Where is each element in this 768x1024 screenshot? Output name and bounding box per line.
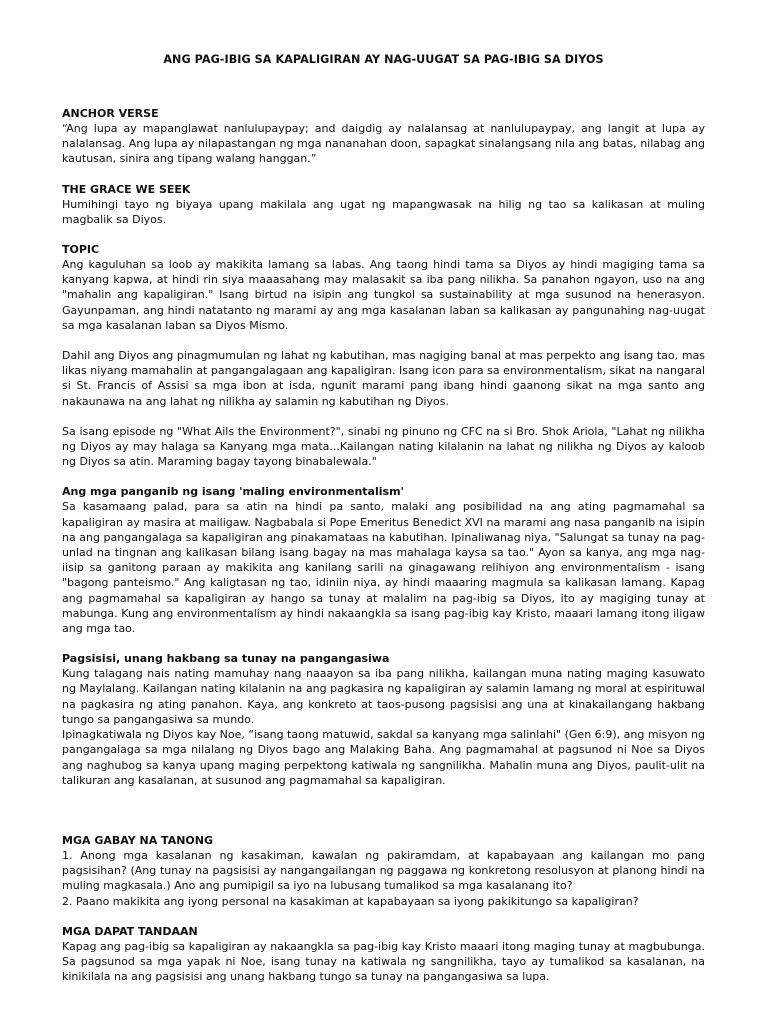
anchor-verse-heading: ANCHOR VERSE — [62, 107, 159, 120]
remember-heading: MGA DAPAT TANDAAN — [62, 924, 198, 938]
topic-paragraph-3: Sa isang episode ng "What Ails the Environment?", sinabi ng pinuno ng CFC na si Bro. Shok Ariola, "Lahat ng nilikha ng Diyos ay may halaga sa Kanyang mga mata...Kailangan nating kilalanin na lahat ng nilikha ng Diyos ay kaloob ng Diyos sa atin. Maraming bagay tayong binabalewala." — [62, 424, 705, 469]
guide-question-1: 1. Anong mga kasalanan ng kasakiman, kawalan ng pakiramdam, at kapabayaan ang kailangan mo pang pagsisihan? (Ang tunay na pagsisisi ay nangangailangan ng paggawa ng konkretong resolusyon at planong hindi na muling magkasala.) Ano ang pumipigil sa iyo na lubusang tumalikod sa mga kasalanang ito? — [62, 848, 705, 893]
document-title: ANG PAG-IBIG SA KAPALIGIRAN AY NAG-UUGAT SA PAG-IBIG SA DIYOS — [163, 53, 604, 66]
topic-paragraph-2: Dahil ang Diyos ang pinagmumulan ng lahat ng kabutihan, mas nagiging banal at mas perpekto ang isang tao, mas likas niyang mamahalin at pangangalagaan ang kapaligiran. Isang icon para sa environmentalism, sikat na nangaral si St. Francis of Assisi sa mga ibon at isda, ngunit marami pang ibang hindi gaanong sikat na mga santo ang nakaunawa na ang lahat ng nilikha ay salamin ng kabutihan ng Diyos. — [62, 349, 705, 408]
guide-questions-heading: MGA GABAY NA TANONG — [62, 833, 214, 847]
grace-text: Humihingi tayo ng biyaya upang makilala ang ugat ng mapangwasak na hilig ng tao sa kalikasan at muling magbalik sa Diyos. — [62, 197, 705, 226]
repentance-paragraph-1: Kung talagang nais nating mamuhay nang naaayon sa iba pang nilikha, kailangan muna nating maging kasuwato ng Maylalang. Kailangan nating kilalanin na ang pagkasira ng kapaligiran ay salamin lamang ng moral at espirituwal na pagkasira ng ating panahon. Kaya, ang konkreto at taos-pusong pagsisisi ang una at kinakailangang hakbang tungo sa pangangasiwa sa mundo. — [62, 667, 705, 726]
document-page — [62, 52, 705, 984]
dangers-text: Sa kasamaang palad, para sa atin na hindi pa santo, malaki ang posibilidad na ang ating pagmamahal sa kapaligiran ay masira at mailigaw. Nagbabala si Pope Emeritus Benedict XVI na marami ang nasa panganib na isipin na ang pangangalaga sa kapaligiran ang pinakamataas na kabutihan. Ipinaliwanag niya, "Salungat sa tunay na pag-unlad na tingnan ang kalikasan bilang isang bagay na mas mahalaga kaysa sa tao." Ayon sa kanya, ang mga nag-iisip sa ganitong paraan ay makikita ang kanilang sarili na ginagawang relihiyon ang environmentalism - isang "bagong panteismo." Ang kaligtasan ng tao, idiniin niya, ay hindi maaaring magmula sa kalikasan lamang. Kapag ang pagmamahal sa kapaligiran ay hango sa tunay at malalim na pag-ibig sa Diyos, ito ay magiging tunay at mabunga. Kung ang environmentalism ay hindi nakaangkla sa isang pag-ibig kay Kristo, maaari lamang itong iligaw ang mga tao. — [62, 500, 705, 636]
topic-paragraph-1: Ang kaguluhan sa loob ay makikita lamang sa labas. Ang taong hindi tama sa Diyos ay hindi magiging tama sa kanyang kapwa, at hindi rin siya maaasahang may malasakit sa iba pang nilikha. Sa panahon ngayon, uso na ang "mahalin ang kapaligiran." Isang birtud na isipin ang tungkol sa sustainability at mga susunod na henerasyon. Gayunpaman, ang hindi natatanto ng marami ay ang mga kasalanan laban sa kalikasan ay pangunahing nag-uugat sa mga kasalanan laban sa Diyos Mismo. — [62, 258, 705, 332]
grace-heading: THE GRACE WE SEEK — [62, 182, 191, 196]
remember-text: Kapag ang pag-ibig sa kapaligiran ay nakaangkla sa pag-ibig kay Kristo maaari itong maging tunay at magbubunga. Sa pagsunod sa mga yapak ni Noe, isang tunay na katiwala ng sangnilikha, tayo ay tumalikod sa kasalanan, na kinikilala na ang pagsisisi ang unang hakbang tungo sa tunay na pangangasiwa sa lupa. — [62, 939, 705, 984]
dangers-heading: Ang mga panganib ng isang 'maling environmentalism' — [62, 485, 404, 499]
repentance-heading: Pagsisisi, unang hakbang sa tunay na pangangasiwa — [62, 652, 390, 666]
repentance-paragraph-2: Ipinagkatiwala ng Diyos kay Noe, “isang taong matuwid, sakdal sa kanyang mga salinlahi" (Gen 6:9), ang misyon ng pangangalaga sa mga nilalang ng Diyos bago ang Malaking Baha. Ang pagmamahal at pagsunod ni Noe sa Diyos ang naghubog sa kanya upang maging perpektong katiwala ng sangnilikha. Mahalin muna ang Diyos, paulit-ulit na talikuran ang kasalanan, at susunod ang pagmamahal sa kapaligiran. — [62, 728, 706, 787]
anchor-verse-text: “Ang lupa ay mapanglawat nanlulupaypay; and daigdig ay nalalansag at nanlulupaypay, ang langit at lupa ay nalalansag. Ang lupa ay nilapastangan ng mga nananahan doon, sapagkat sinalangsang nila ang batas, nilabag ang kautusan, sinira ang tipang walang hanggan.” — [62, 122, 705, 166]
guide-question-2: 2. Paano makikita ang iyong personal na kasakiman at kapabayaan sa iyong pakikitungo sa kapaligiran? — [62, 894, 639, 908]
topic-heading: TOPIC — [62, 243, 100, 257]
